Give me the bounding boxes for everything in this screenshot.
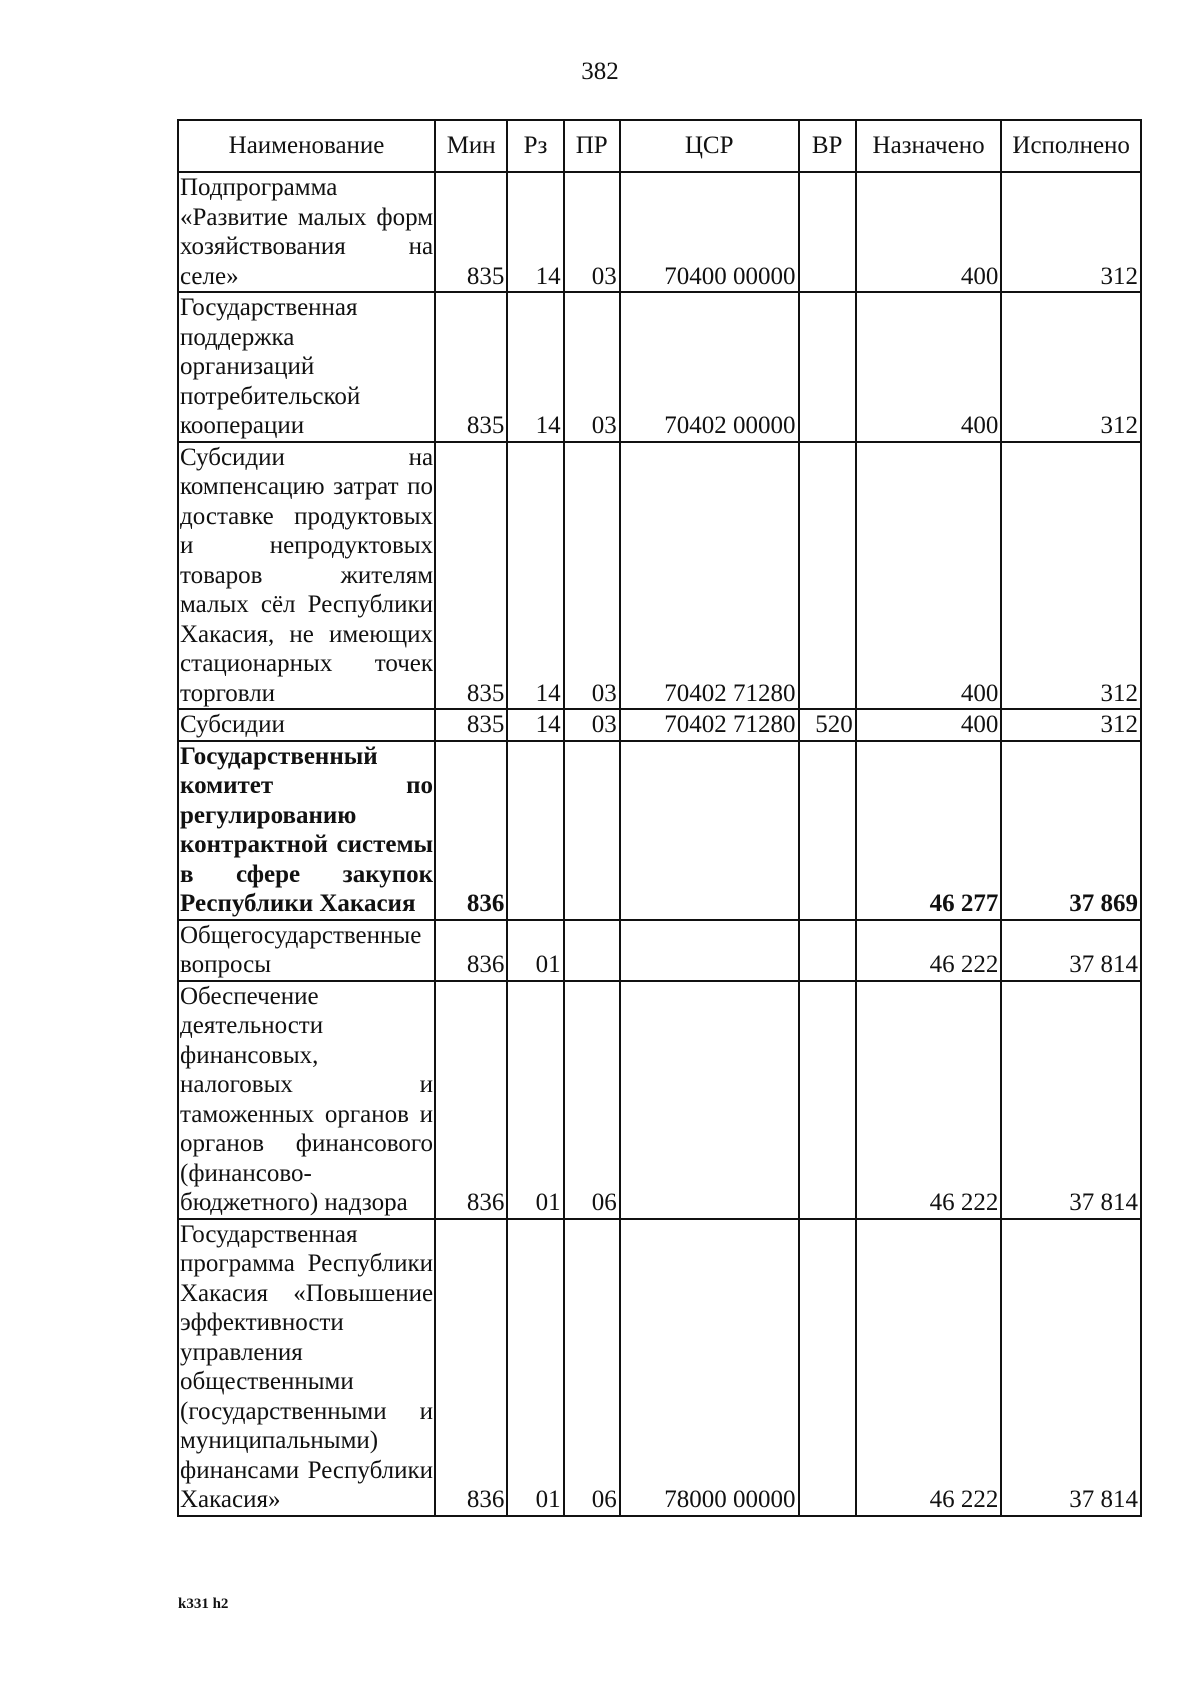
cell-csr: [620, 920, 799, 981]
cell-name: Обеспечение деятельности финансовых, налоговых и таможенных органов и органов финансового (финансово-бюджетного) надзора: [178, 981, 435, 1219]
table-row: [178, 172, 1141, 292]
cell-rz: 14: [507, 442, 563, 710]
table-row: [178, 920, 1141, 981]
cell-min: 835: [435, 709, 507, 741]
cell-min: 836: [435, 741, 507, 920]
cell-executed: 312: [1001, 292, 1141, 442]
cell-pr: [564, 741, 620, 920]
cell-vr: [799, 920, 856, 981]
cell-min: 836: [435, 920, 507, 981]
cell-min: 835: [435, 442, 507, 710]
cell-csr: 78000 00000: [620, 1219, 799, 1516]
cell-pr: 03: [564, 292, 620, 442]
cell-assigned: 400: [856, 172, 1002, 292]
cell-executed: 37 869: [1001, 741, 1141, 920]
cell-pr: 03: [564, 709, 620, 741]
cell-vr: [799, 172, 856, 292]
header-vr: ВР: [799, 120, 856, 172]
cell-vr: [799, 1219, 856, 1516]
cell-min: 835: [435, 172, 507, 292]
cell-pr: 03: [564, 172, 620, 292]
cell-assigned: 400: [856, 292, 1002, 442]
cell-min: 836: [435, 1219, 507, 1516]
footer-code: k331 h2: [178, 1596, 229, 1612]
cell-name: Субсидии на компенсацию затрат по доставке продуктовых и непродуктовых товаров жителям малых сёл Республики Хакасия, не имеющих стационарных точек торговли: [178, 442, 435, 710]
header-rz: Рз: [507, 120, 563, 172]
cell-rz: 01: [507, 981, 563, 1219]
cell-rz: 01: [507, 920, 563, 981]
budget-table: [177, 119, 1142, 1517]
cell-vr: [799, 292, 856, 442]
cell-vr: [799, 442, 856, 710]
table-row: [178, 981, 1141, 1219]
cell-assigned: 400: [856, 442, 1002, 710]
cell-assigned: 46 222: [856, 981, 1002, 1219]
cell-name: Государственная программа Республики Хакасия «Повышение эффективности управления общественными (государственными и муниципальными) финансами Республики Хакасия»: [178, 1219, 435, 1516]
cell-min: 836: [435, 981, 507, 1219]
cell-executed: 37 814: [1001, 981, 1141, 1219]
cell-executed: 37 814: [1001, 1219, 1141, 1516]
cell-executed: 37 814: [1001, 920, 1141, 981]
cell-csr: 70402 71280: [620, 442, 799, 710]
header-min: Мин: [435, 120, 507, 172]
cell-vr: [799, 741, 856, 920]
table-header-row: [178, 120, 1141, 172]
cell-min: 835: [435, 292, 507, 442]
table-row: [178, 442, 1141, 710]
header-name: Наименование: [178, 120, 435, 172]
header-assigned: Назначено: [856, 120, 1002, 172]
header-pr: ПР: [564, 120, 620, 172]
cell-name: Подпрограмма «Развитие малых форм хозяйствования на селе»: [178, 172, 435, 292]
header-csr: ЦСР: [620, 120, 799, 172]
cell-name: Государственная поддержка организаций потребительской кооперации: [178, 292, 435, 442]
header-executed: Исполнено: [1001, 120, 1141, 172]
cell-csr: 70402 00000: [620, 292, 799, 442]
cell-rz: 01: [507, 1219, 563, 1516]
cell-executed: 312: [1001, 709, 1141, 741]
cell-rz: 14: [507, 292, 563, 442]
table-row: [178, 292, 1141, 442]
page-number: 382: [581, 58, 619, 85]
cell-rz: 14: [507, 709, 563, 741]
table-row: [178, 1219, 1141, 1516]
cell-name: Субсидии: [178, 709, 435, 741]
cell-pr: 03: [564, 442, 620, 710]
cell-vr: [799, 981, 856, 1219]
cell-csr: [620, 741, 799, 920]
cell-executed: 312: [1001, 442, 1141, 710]
cell-csr: [620, 981, 799, 1219]
cell-rz: [507, 741, 563, 920]
cell-assigned: 46 222: [856, 1219, 1002, 1516]
cell-name: Государственный комитет по регулированию контрактной системы в сфере закупок Республики Хакасия: [178, 741, 435, 920]
cell-assigned: 46 277: [856, 741, 1002, 920]
cell-assigned: 46 222: [856, 920, 1002, 981]
cell-rz: 14: [507, 172, 563, 292]
cell-pr: [564, 920, 620, 981]
cell-vr: 520: [799, 709, 856, 741]
cell-pr: 06: [564, 1219, 620, 1516]
cell-assigned: 400: [856, 709, 1002, 741]
table-row: [178, 709, 1141, 741]
cell-pr: 06: [564, 981, 620, 1219]
cell-executed: 312: [1001, 172, 1141, 292]
cell-name: Общегосударственные вопросы: [178, 920, 435, 981]
cell-csr: 70402 71280: [620, 709, 799, 741]
cell-csr: 70400 00000: [620, 172, 799, 292]
table-row: [178, 741, 1141, 920]
